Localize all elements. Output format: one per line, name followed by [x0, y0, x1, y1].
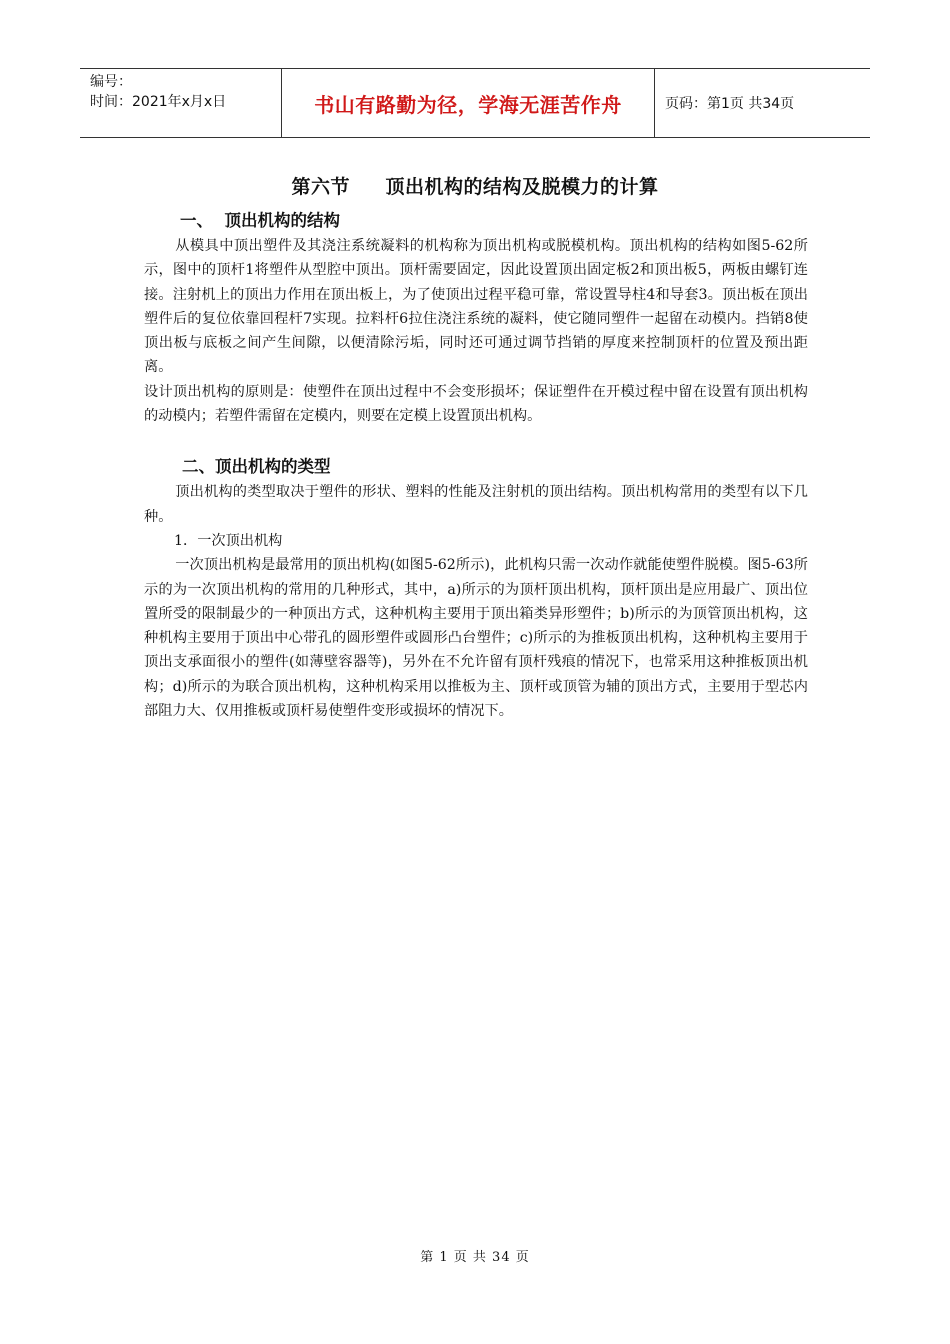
- section-2-heading: 二、顶出机构的类型: [182, 457, 331, 477]
- page-header: [80, 68, 870, 138]
- section-1-paragraph-2: 设计顶出机构的原则是：使塑件在顶出过程中不会变形损坏；保证塑件在开模过程中留在设置有顶出机构的动模内；若塑件需留在定模内，则要在定模上设置顶出机构。: [144, 383, 808, 425]
- document-body: [144, 208, 808, 723]
- serial-label: 编号：: [90, 74, 132, 90]
- section-2-paragraph-1: 顶出机构的类型取决于塑件的形状、塑料的性能及注射机的顶出结构。顶出机构常用的类型有以下几种。: [144, 484, 808, 525]
- motto-text: 书山有路勤为径，学海无涯苦作舟: [314, 92, 622, 117]
- header-motto-cell: [281, 69, 655, 137]
- section-1-paragraph-1: 从模具中顶出塑件及其浇注系统凝料的机构称为顶出机构或脱模机构。顶出机构的结构如图5-62所示，图中的顶杆1将塑件从型腔中顶出。顶杆需要固定，因此设置顶出固定板2和顶出板5，两板由螺钉连接。注射机上的顶出力作用在顶出板上，为了使顶出过程平稳可靠，常设置导柱4和导套3。顶出板在顶出塑件后的复位依靠回程杆7实现。拉料杆6拉住浇注系统的凝料，使它随同塑件一起留在动模内。挡销8使顶出板与底板之间产生间隙，以便清除污垢，同时还可通过调节挡销的厚度来控制顶杆的位置及预出距离。: [144, 238, 808, 376]
- time-label: 时间：2021年x月x日: [90, 94, 227, 110]
- page-title: 第六节 顶出机构的结构及脱模力的计算: [291, 176, 659, 198]
- section-2-subheading: 1．一次顶出机构: [174, 532, 283, 549]
- page-footer: 第 1 页 共 34 页: [420, 1250, 530, 1265]
- section-1-heading: 一、 顶出机构的结构: [180, 211, 340, 230]
- header-meta: [80, 69, 281, 137]
- section-2-paragraph-2: 一次顶出机构是最常用的顶出机构(如图5-62所示)，此机构只需一次动作就能使塑件脱模。图5-63所示的为一次顶出机构的常用的几种形式，其中，a)所示的为顶杆顶出机构，顶杆顶出是应用最广、顶出位置所受的限制最少的一种顶出方式，这种机构主要用于顶出箱类异形塑件；b)所示的为顶管顶出机构，这种机构主要用于顶出中心带孔的圆形塑件或圆形凸台塑件；c)所示的为推板顶出机构，这种机构主要用于顶出支承面很小的塑件(如薄壁容器等)，另外在不允许留有顶杆残痕的情况下，也常采用这种推板顶出机构；d)所示的为联合顶出机构，这种机构采用以推板为主、顶杆或顶管为辅的顶出方式，主要用于型芯内部阻力大、仅用推板或顶杆易使塑件变形或损坏的情况下。: [144, 557, 808, 720]
- page-info: 页码：第1页 共34页: [665, 96, 795, 112]
- header-page-info-cell: [655, 69, 870, 137]
